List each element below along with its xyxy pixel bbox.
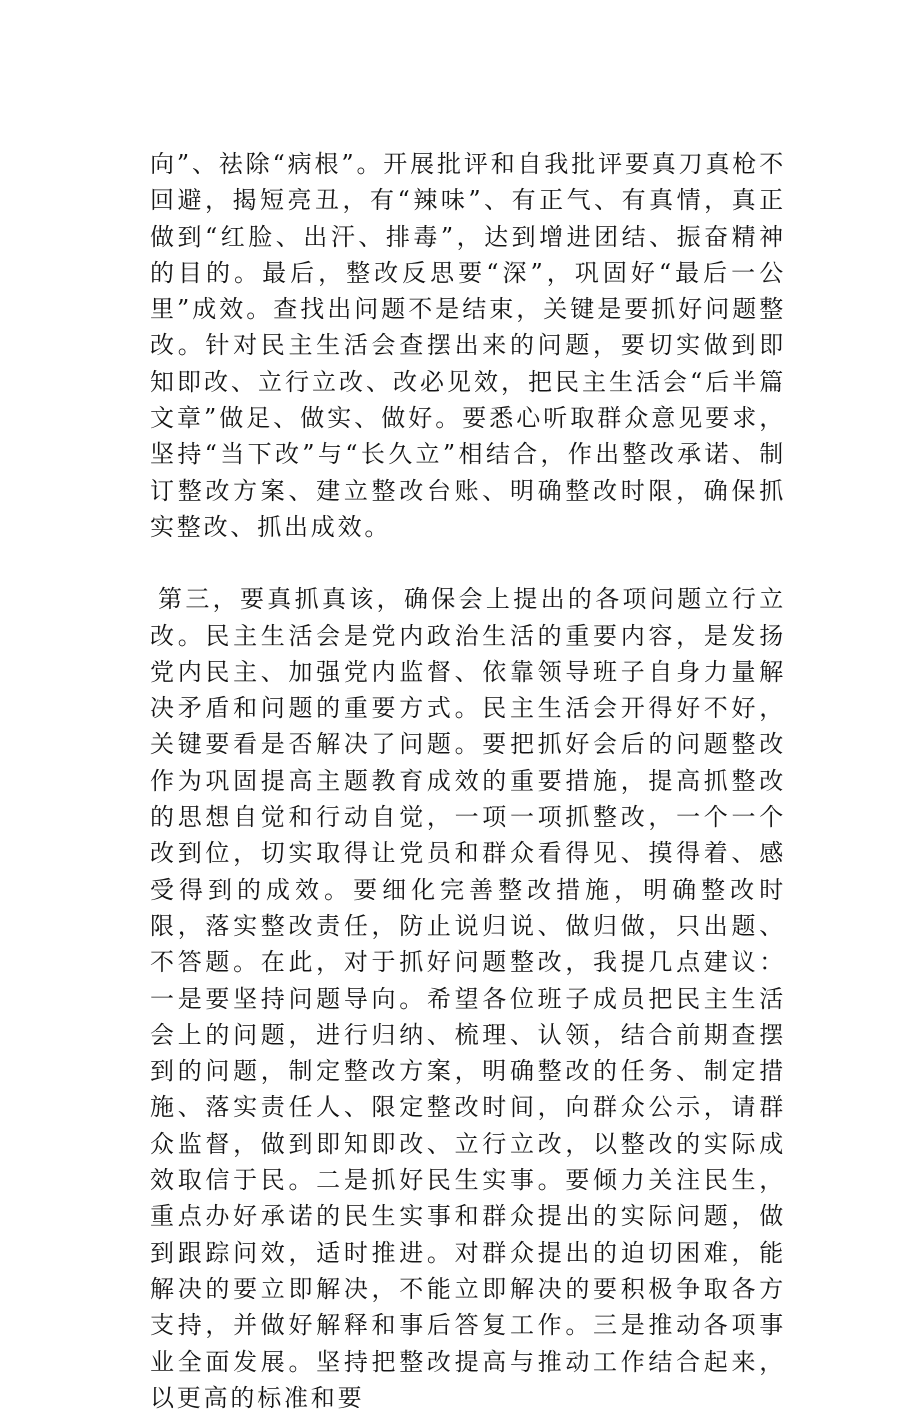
paragraph-2: 第三，要真抓真该，确保会上提出的各项问题立行立改。民主生活会是党内政治生活的重要内容，是发扬党内民主、加强党内监督、依靠领导班子自身力量解决矛盾和问题的重要方式。民主生活会开得好不好，关键要看是否解决了问题。要把抓好会后的问题整改作为巩固提高主题教育成效的重要措施，提高抓整改的思想自觉和行动自觉，一项一项抓整改，一个一个改到位，切实取得让党员和群众看得见、摸得着、感受得到的成效。要细化完善整改措施，明确整改时限，落实整改责任，防止说归说、做归做，只出题、不答题。在此，对于抓好问题整改，我提几点建议：一是要坚持问题导向。希望各位班子成员把民主生活会上的问题，进行归纳、梳理、认领，结合前期查摆到的问题，制定整改方案，明确整改的任务、制定措施、落实责任人、限定整改时间，向群众公示，请群众监督，做到即知即改、立行立改，以整改的实际成效取信于民。二是抓好民生实事。要倾力关注民生，重点办好承诺的民生实事和群众提出的实际问题，做到跟踪问效，适时推进。对群众提出的迫切困难，能解决的要立即解决，不能立即解决的要积极争取各方支持，并做好解释和事后答复工作。三是推动各项事业全面发展。坚持把整改提高与推动工作结合起来，以更高的标准和要 bbox=[150, 585, 786, 1412]
paragraph-1: 向”、祛除“病根”。开展批评和自我批评要真刀真枪不回避，揭短亮丑，有“辣味”、有正气、有真情，真正做到“红脸、出汗、排毒”，达到增进团结、振奋精神的目的。最后，整改反思要“深”，巩固好“最后一公里”成效。查找出问题不是结束，关键是要抓好问题整改。针对民主生活会查摆出来的问题，要切实做到即知即改、立行立改、改必见效，把民主生活会“后半篇文章”做足、做实、做好。要悉心听取群众意见要求，坚持“当下改”与“长久立”相结合，作出整改承诺、制订整改方案、建立整改台账、明确整改时限，确保抓实整改、抓出成效。 bbox=[150, 150, 786, 541]
document-body bbox=[150, 146, 786, 1416]
